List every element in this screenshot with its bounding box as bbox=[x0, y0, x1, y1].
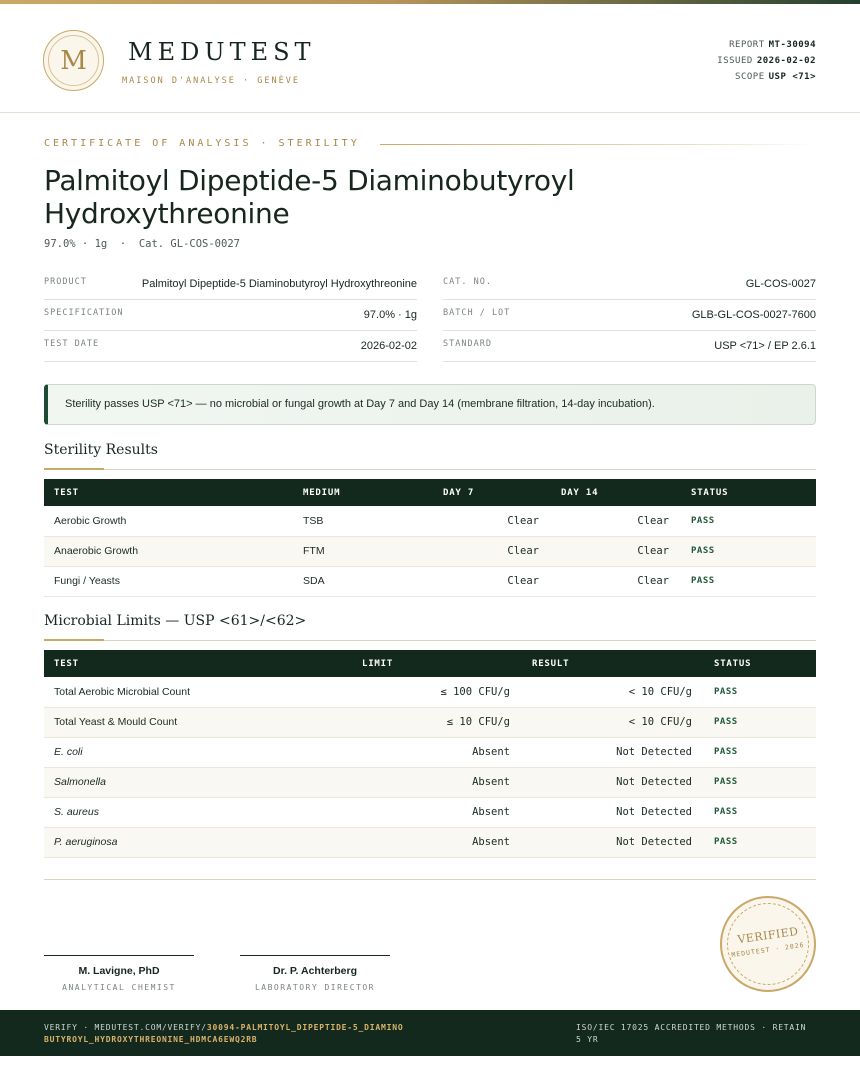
report-meta bbox=[717, 37, 816, 85]
sterility-section-title: Sterility Results bbox=[44, 442, 158, 458]
column-header: MEDIUM bbox=[303, 487, 341, 498]
column-header: TEST bbox=[54, 487, 79, 498]
signature-laboratory-director: Dr. P. Achterberg LABORATORY DIRECTOR bbox=[240, 955, 390, 992]
status-badge: PASS bbox=[704, 767, 816, 797]
sterility-pass-notice bbox=[44, 384, 816, 425]
detail-cat-no: CAT. NO. GL-COS-0027 bbox=[443, 269, 816, 300]
status-badge: PASS bbox=[704, 797, 816, 827]
microbial-section-title: Microbial Limits — USP <61>/<62> bbox=[44, 613, 307, 629]
scope: SCOPE USP <71> bbox=[735, 72, 816, 82]
detail-specification: SPECIFICATION 97.0% · 1g bbox=[44, 300, 417, 331]
verified-stamp: VERIFIED MEDUTEST · 2026 bbox=[720, 896, 816, 992]
column-header: DAY 7 bbox=[443, 487, 475, 498]
table-row: S. aureus Absent Not Detected PASS bbox=[44, 797, 816, 827]
table-row: Total Yeast & Mould Count ≤ 10 CFU/g < 10 CFU/g PASS bbox=[44, 707, 816, 737]
brand-seal-logo bbox=[43, 30, 104, 91]
microbial-limits-table bbox=[44, 650, 816, 858]
eyebrow-divider bbox=[380, 144, 816, 145]
brand-name: MEDUTEST bbox=[128, 38, 316, 66]
section-divider bbox=[44, 469, 816, 470]
status-badge: PASS bbox=[681, 506, 816, 536]
table-row: E. coli Absent Not Detected PASS bbox=[44, 737, 816, 767]
table-row: Total Aerobic Microbial Count ≤ 100 CFU/g < 10 CFU/g PASS bbox=[44, 677, 816, 707]
report-footer bbox=[0, 1010, 860, 1056]
column-header: TEST bbox=[54, 658, 79, 669]
detail-test-date: TEST DATE 2026-02-02 bbox=[44, 331, 417, 362]
table-row: Aerobic Growth TSB Clear Clear PASS bbox=[44, 506, 816, 536]
table-header-row bbox=[44, 650, 816, 677]
status-badge: PASS bbox=[704, 707, 816, 737]
report-number: REPORT MT-30094 bbox=[729, 40, 816, 50]
report-header bbox=[0, 4, 860, 113]
signature-divider bbox=[44, 879, 816, 880]
product-subtitle: 97.0% · 1g · Cat. GL-COS-0027 bbox=[44, 238, 240, 250]
column-header: STATUS bbox=[691, 487, 729, 498]
status-badge: PASS bbox=[681, 536, 816, 566]
notice-text: Sterility passes USP <71> — no microbial or fungal growth at Day 7 and Day 14 (membrane filtration, 14-day incubation). bbox=[65, 398, 655, 410]
status-badge: PASS bbox=[704, 677, 816, 707]
column-header: DAY 14 bbox=[561, 487, 599, 498]
seal-letter: M bbox=[48, 35, 99, 86]
signature-analytical-chemist: M. Lavigne, PhD ANALYTICAL CHEMIST bbox=[44, 955, 194, 992]
sterility-results-table bbox=[44, 479, 816, 597]
table-row: Anaerobic Growth FTM Clear Clear PASS bbox=[44, 536, 816, 566]
verify-link[interactable]: VERIFY · MEDUTEST.COM/VERIFY/30094-PALMITOYL_DIPEPTIDE-5_DIAMINOBUTYROYL_HYDROXYTHREONINE_HDMCA6EWQ2RB bbox=[44, 1023, 404, 1044]
certificate-eyebrow: CERTIFICATE OF ANALYSIS · STERILITY bbox=[44, 138, 360, 149]
detail-standard: STANDARD USP <71> / EP 2.6.1 bbox=[443, 331, 816, 362]
detail-product: PRODUCT Palmitoyl Dipeptide-5 Diaminobutyroyl Hydroxythreonine bbox=[44, 269, 417, 300]
column-header: STATUS bbox=[714, 658, 752, 669]
section-accent bbox=[44, 639, 104, 641]
brand-tagline: MAISON D'ANALYSE · GENÈVE bbox=[122, 76, 300, 86]
table-row: Salmonella Absent Not Detected PASS bbox=[44, 767, 816, 797]
section-accent bbox=[44, 468, 104, 470]
status-badge: PASS bbox=[704, 827, 816, 857]
product-title: Palmitoyl Dipeptide-5 Diaminobutyroyl Hydroxythreonine bbox=[44, 164, 575, 230]
table-row: Fungi / Yeasts SDA Clear Clear PASS bbox=[44, 566, 816, 596]
table-row: P. aeruginosa Absent Not Detected PASS bbox=[44, 827, 816, 857]
column-header: LIMIT bbox=[362, 658, 394, 669]
status-badge: PASS bbox=[704, 737, 816, 767]
table-header-row bbox=[44, 479, 816, 506]
detail-batch-lot: BATCH / LOT GLB-GL-COS-0027-7600 bbox=[443, 300, 816, 331]
accreditation-note: ISO/IEC 17025 ACCREDITED METHODS · RETAIN 5 YR bbox=[576, 1023, 807, 1044]
section-divider bbox=[44, 640, 816, 641]
status-badge: PASS bbox=[681, 566, 816, 596]
issued-date: ISSUED 2026-02-02 bbox=[717, 56, 816, 66]
column-header: RESULT bbox=[532, 658, 570, 669]
